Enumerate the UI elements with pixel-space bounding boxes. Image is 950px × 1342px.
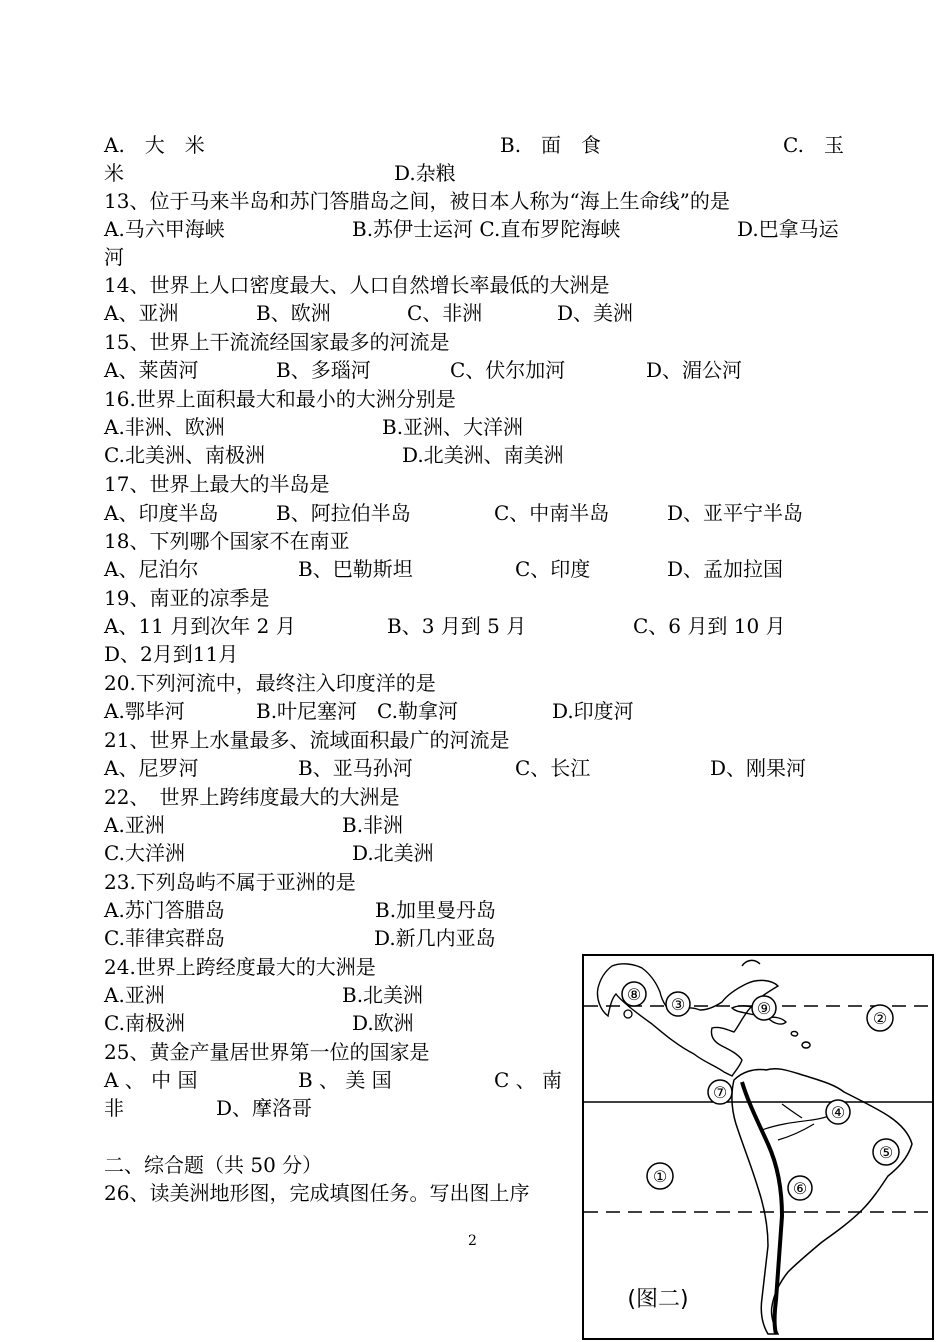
q12-option-c: C. 玉 (783, 133, 844, 157)
q20-stem: 20.下列河流中，最终注入印度洋的是 (104, 671, 436, 695)
map-caption: (图二) (627, 1287, 689, 1312)
q16-option-c: C.北美洲、南极洲 (104, 443, 265, 467)
svg-text:⑧: ⑧ (626, 985, 642, 1004)
q16-stem: 16.世界上面积最大和最小的大洲分别是 (104, 387, 456, 411)
q23-option-a: A.苏门答腊岛 (104, 898, 225, 922)
svg-text:⑦: ⑦ (712, 1083, 728, 1102)
svg-text:①: ① (652, 1167, 668, 1186)
q18-option-a: A、尼泊尔 (104, 557, 199, 581)
q15-option-d: D、湄公河 (646, 358, 743, 382)
americas-map (582, 954, 934, 1340)
q17-option-b: B、阿拉伯半岛 (276, 501, 411, 525)
q21-option-c: C、长江 (515, 756, 591, 780)
q13-option-d: D.巴拿马运 (737, 217, 839, 241)
q25-option-c-continued: 非 (104, 1096, 124, 1120)
marker-9 (752, 996, 776, 1020)
q13-stem: 13、位于马来半岛和苏门答腊岛之间，被日本人称为“海上生命线”的是 (104, 189, 730, 213)
section-heading: 二、综合题（共 50 分） (104, 1153, 323, 1177)
q17-stem: 17、世界上最大的半岛是 (104, 472, 330, 496)
q16-option-b: B.亚洲、大洋洲 (382, 415, 524, 439)
q18-option-c: C、印度 (515, 557, 591, 581)
q18-stem: 18、下列哪个国家不在南亚 (104, 529, 350, 553)
marker-2 (867, 1005, 893, 1031)
q23-option-d: D.新几内亚岛 (374, 926, 496, 950)
svg-text:⑨: ⑨ (756, 999, 772, 1018)
q12-option-a: A. 大 米 (104, 133, 205, 157)
q12-option-b: B. 面 食 (500, 133, 602, 157)
q17-option-c: C、中南半岛 (494, 501, 610, 525)
q19-option-b: B、3 月到 5 月 (387, 614, 527, 638)
q17-option-a: A、印度半岛 (104, 501, 219, 525)
q15-option-b: B、多瑙河 (276, 358, 371, 382)
q15-option-a: A、莱茵河 (104, 358, 199, 382)
q18-option-d: D、孟加拉国 (667, 557, 784, 581)
q21-option-a: A、尼罗河 (104, 756, 199, 780)
svg-text:⑤: ⑤ (878, 1143, 894, 1162)
q22-stem: 22、 世界上跨纬度最大的大洲是 (104, 785, 400, 809)
q19-option-d: D、2月到11月 (104, 642, 239, 666)
q15-option-c: C、伏尔加河 (450, 358, 566, 382)
marker-7 (708, 1080, 732, 1104)
q14-option-b: B、欧洲 (256, 301, 331, 325)
q14-option-a: A、亚洲 (104, 301, 179, 325)
q21-option-b: B、亚马孙河 (298, 756, 413, 780)
q19-option-a: A、11 月到次年 2 月 (104, 614, 296, 638)
q12-option-c-continued: 米 (104, 161, 124, 185)
q19-stem: 19、南亚的凉季是 (104, 586, 270, 610)
marker-8 (622, 982, 646, 1006)
q20-option-d: D.印度河 (552, 699, 634, 723)
q18-option-b: B、巴勒斯坦 (298, 557, 413, 581)
q21-option-d: D、刚果河 (710, 756, 807, 780)
q12-option-d: D.杂粮 (394, 161, 456, 185)
q15-stem: 15、世界上干流流经国家最多的河流是 (104, 330, 450, 354)
q26-stem: 26、读美洲地形图，完成填图任务。写出图上序 (104, 1181, 530, 1205)
q13-option-bc: B.苏伊士运河 C.直布罗陀海峡 (352, 217, 621, 241)
q22-option-a: A.亚洲 (104, 813, 165, 837)
q22-option-c: C.大洋洲 (104, 841, 185, 865)
q14-option-c: C、非洲 (407, 301, 483, 325)
marker-1 (647, 1163, 673, 1189)
q23-option-b: B.加里曼丹岛 (375, 898, 497, 922)
q16-option-d: D.北美洲、南美洲 (402, 443, 564, 467)
q16-option-a: A.非洲、欧洲 (104, 415, 225, 439)
q17-option-d: D、亚平宁半岛 (667, 501, 804, 525)
q24-option-b: B.北美洲 (342, 983, 424, 1007)
q25-stem: 25、黄金产量居世界第一位的国家是 (104, 1040, 430, 1064)
svg-text:③: ③ (670, 995, 686, 1014)
q13-option-d-continued: 河 (104, 245, 124, 269)
marker-3 (666, 992, 690, 1016)
q22-option-d: D.北美洲 (352, 841, 434, 865)
q23-stem: 23.下列岛屿不属于亚洲的是 (104, 870, 356, 894)
q14-stem: 14、世界上人口密度最大、人口自然增长率最低的大洲是 (104, 273, 610, 297)
svg-text:⑥: ⑥ (792, 1179, 808, 1198)
q20-option-a: A.鄂毕河 (104, 699, 185, 723)
q25-option-b: B 、 美 国 (298, 1068, 392, 1092)
q24-option-c: C.南极洲 (104, 1011, 185, 1035)
svg-text:④: ④ (830, 1103, 846, 1122)
q24-stem: 24.世界上跨经度最大的大洲是 (104, 955, 376, 979)
q24-option-d: D.欧洲 (352, 1011, 414, 1035)
page-number: 2 (468, 1233, 477, 1249)
marker-4 (826, 1100, 850, 1124)
q25-option-d: D、摩洛哥 (216, 1096, 313, 1120)
q13-option-a: A.马六甲海峡 (104, 217, 225, 241)
q25-option-c: C 、 南 (494, 1068, 563, 1092)
q24-option-a: A.亚洲 (104, 983, 165, 1007)
marker-5 (873, 1139, 899, 1165)
q21-stem: 21、世界上水量最多、流域面积最广的河流是 (104, 728, 510, 752)
q14-option-d: D、美洲 (557, 301, 634, 325)
q25-option-a: A 、 中 国 (104, 1068, 198, 1092)
q19-option-c: C、6 月到 10 月 (633, 614, 786, 638)
q23-option-c: C.菲律宾群岛 (104, 926, 225, 950)
marker-6 (788, 1176, 812, 1200)
q22-option-b: B.非洲 (342, 813, 404, 837)
svg-text:②: ② (872, 1009, 888, 1028)
q20-option-bc: B.叶尼塞河 C.勒拿河 (256, 699, 459, 723)
